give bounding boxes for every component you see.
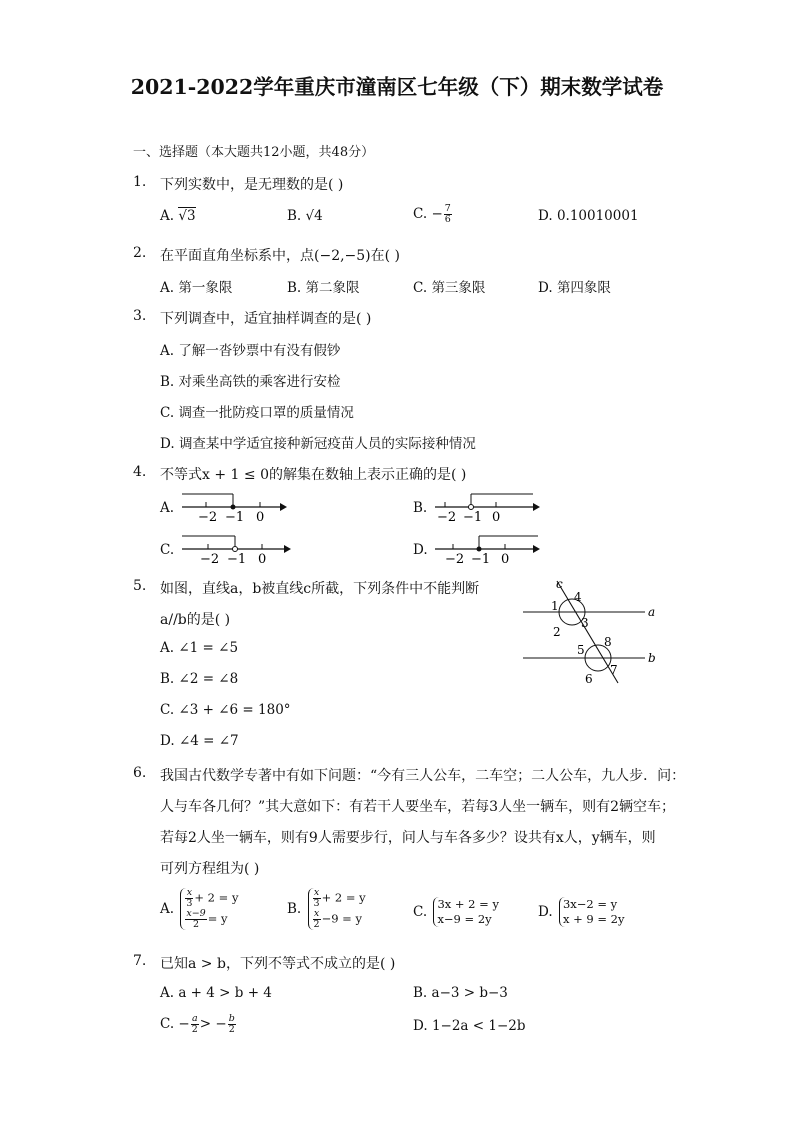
question-stem: 不等式x + 1 ≤ 0的解集在数轴上表示正确的是( )	[160, 467, 467, 483]
option-c: C. 3x + 2 = y x−9 = 2y	[413, 897, 499, 926]
option-a: A. ∠1 = ∠5	[160, 640, 239, 656]
option-b: B. 对乘坐高铁的乘客进行安检	[160, 374, 341, 390]
number-line-b	[433, 490, 543, 530]
label-b: b	[648, 651, 656, 665]
question-stem: 已知a > b，下列不等式不成立的是( )	[160, 956, 396, 972]
option-label: B.	[287, 208, 302, 224]
option-d-label: D.	[413, 542, 428, 558]
option-a-label: A.	[160, 500, 175, 516]
angle-8: 8	[604, 635, 612, 649]
option-c: C. 第三象限	[413, 280, 486, 296]
question-number: 7.	[133, 953, 147, 969]
sqrt-3: √3	[178, 208, 196, 224]
question-stem: 在平面直角坐标系中，点(−2,−5)在( )	[160, 248, 401, 264]
question-stem: 如图，直线a，b被直线c所截，下列条件中不能判断	[160, 581, 480, 597]
question-stem: 下列实数中，是无理数的是( )	[160, 177, 344, 193]
question-stem: 下列调查中，适宜抽样调查的是( )	[160, 311, 372, 327]
line-c	[557, 581, 618, 683]
angle-4: 4	[574, 590, 582, 604]
option-d: D. 调查某中学适宜接种新冠疫苗人员的实际接种情况	[160, 436, 476, 452]
tick-label: −1	[227, 552, 247, 567]
tick-label: −1	[225, 510, 245, 525]
angle-6: 6	[585, 672, 593, 686]
label-a: a	[648, 605, 656, 619]
option-label: D.	[538, 208, 553, 224]
tick-label: 0	[492, 510, 501, 525]
option-c: C. 调查一批防疫口罩的质量情况	[160, 405, 354, 421]
option-d: D. 第四象限	[538, 280, 611, 296]
number-line-a	[180, 490, 290, 530]
angle-5: 5	[577, 643, 585, 657]
option-label: C.	[413, 206, 428, 222]
option-c: C. − $\frac{a}{2}$ > − $\frac{b}{2}$	[160, 1013, 235, 1035]
option-a: A. a + 4 > b + 4	[160, 985, 272, 1001]
tick-label: −1	[463, 510, 483, 525]
question-stem-line4: 可列方程组为( )	[160, 861, 260, 877]
option-a: A. 了解一沓钞票中有没有假钞	[160, 343, 341, 359]
option-b	[287, 208, 323, 224]
option-a: A. 第一象限	[160, 280, 233, 296]
equation-system: $\frac{x}{3}$ + 2 = y $\frac{x-9}{2}$ = y	[180, 888, 238, 930]
tick-label: −1	[471, 552, 491, 567]
option-a: A. $\frac{x}{3}$ + 2 = y $\frac{x-9}{2}$ = y	[160, 887, 239, 930]
tick-label: 0	[256, 510, 265, 525]
question-number: 1.	[133, 174, 147, 190]
tick-label: −2	[445, 552, 465, 567]
option-d: D. 1−2a < 1−2b	[413, 1018, 526, 1034]
option-b: B. ∠2 = ∠8	[160, 671, 239, 687]
question-number: 4.	[133, 464, 147, 480]
option-b: B. a−3 > b−3	[413, 985, 508, 1001]
option-b-label: B.	[413, 500, 428, 516]
question-stem-line1: 我国古代数学专著中有如下问题：“今有三人公车，二车空；二人公车，九人步．问：	[160, 768, 686, 784]
equation-system: 3x−2 = y x + 9 = 2y	[559, 897, 625, 927]
tick-label: 0	[258, 552, 267, 567]
option-d: D. 0.10010001	[538, 208, 639, 224]
option-a	[160, 208, 196, 224]
tick-label: −2	[198, 510, 218, 525]
option-d: D. 3x−2 = y x + 9 = 2y	[538, 897, 625, 926]
angle-7: 7	[610, 663, 618, 677]
option-c: C. − $\frac{7}{6}$	[413, 203, 451, 225]
number-line-d	[433, 532, 548, 572]
equation-system: 3x + 2 = y x−9 = 2y	[433, 897, 499, 927]
fraction: $\frac{7}{6}$	[444, 203, 451, 225]
question-number: 6.	[133, 765, 147, 781]
equation-system: $\frac{x}{3}$ + 2 = y $\frac{x}{2}$ −9 = y	[308, 888, 366, 930]
number-line-c	[180, 532, 295, 572]
option-b: B. 第二象限	[287, 280, 360, 296]
question-number: 3.	[133, 308, 147, 324]
label-c: c	[556, 577, 563, 591]
angle-1: 1	[551, 599, 559, 613]
tick-label: −2	[437, 510, 457, 525]
sqrt-4: √4	[305, 208, 323, 224]
option-b: B. $\frac{x}{3}$ + 2 = y $\frac{x}{2}$ −9 = y	[287, 887, 366, 930]
option-d: D. ∠4 = ∠7	[160, 733, 239, 749]
angle-2: 2	[553, 625, 561, 639]
parallel-lines-figure	[515, 575, 665, 690]
page-title: 2021-2022学年重庆市潼南区七年级（下）期末数学试卷	[130, 75, 664, 99]
question-stem-line3: 若每2人坐一辆车，则有9人需要步行，问人与车各多少？设共有x人，y辆车，则	[160, 830, 656, 846]
angle-3: 3	[581, 616, 589, 630]
question-stem-line2: 人与车各几何？”其大意如下：有若干人要坐车，若每3人坐一辆车，则有2辆空车；	[160, 799, 675, 815]
tick-label: −2	[200, 552, 220, 567]
tick-label: 0	[501, 552, 510, 567]
question-number: 5.	[133, 578, 147, 594]
option-c: C. ∠3 + ∠6 = 180°	[160, 702, 291, 718]
option-label: A.	[160, 208, 175, 224]
option-c-label: C.	[160, 542, 175, 558]
question-stem-cont: a//b的是( )	[160, 612, 231, 628]
section-heading: 一、选择题（本大题共12小题，共48分）	[133, 145, 375, 160]
question-number: 2.	[133, 245, 147, 261]
